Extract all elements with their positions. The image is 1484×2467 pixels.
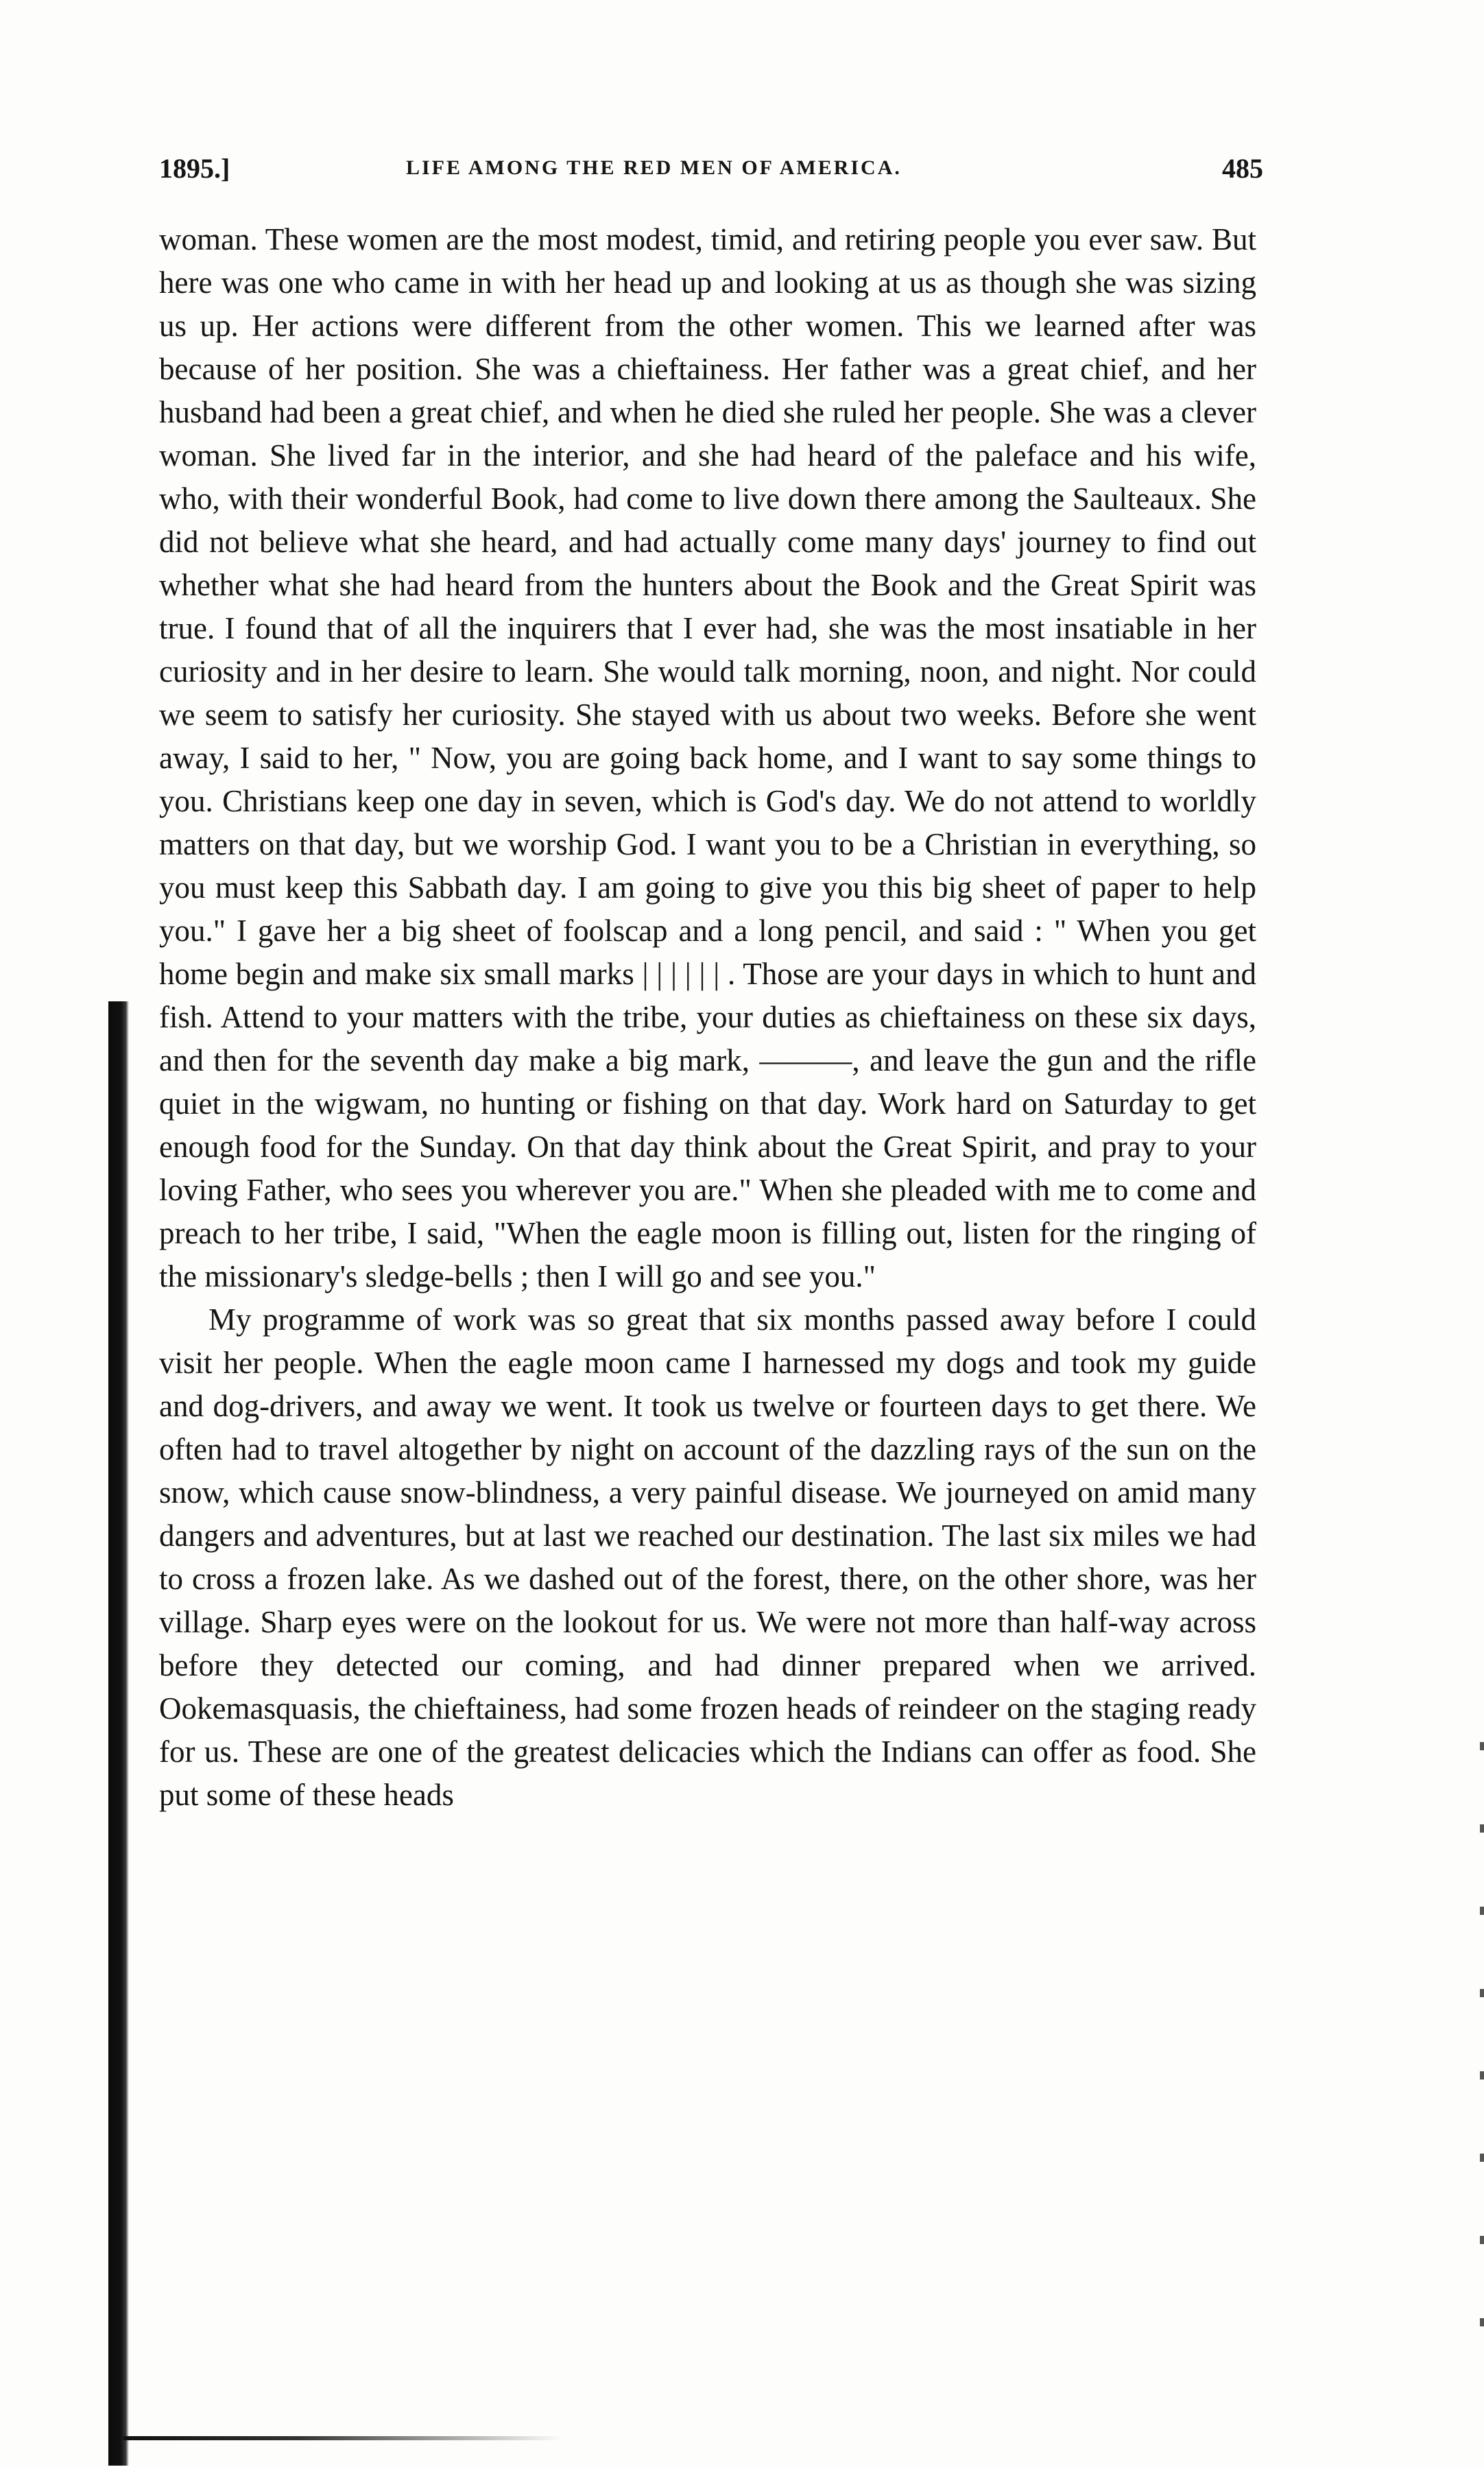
scan-artifact-right — [1480, 1742, 1484, 2359]
body-text — [159, 218, 1256, 1817]
page-number: 485 — [1222, 153, 1263, 184]
scan-artifact — [123, 2436, 562, 2440]
running-head — [159, 152, 1263, 193]
binding-shadow — [108, 1001, 129, 2466]
header-year: 1895.] — [159, 153, 230, 184]
header-title: LIFE AMONG THE RED MEN OF AMERICA. — [406, 156, 902, 179]
paragraph-2: My programme of work was so great that six months passed away before I could visit her people. When the eagle moon came I harnessed my dogs and took my guide and dog-drivers, and away we went. It took us twelve or fourteen days to get there. We often had to travel altogether by night on account of the dazzling rays of the sun on the snow, which cause snow-blindness, a very painful disease. We journeyed on amid many dangers and adventures, but at last we reached our destination. The last six miles we had to cross a frozen lake. As we dashed out of the forest, there, on the other shore, was her village. Sharp eyes were on the lookout for us. We were not more than half-way across before they detected our coming, and had dinner prepared when we arrived. Ookemasquasis, the chieftainess, had some frozen heads of reindeer on the staging ready for us. These are one of the greatest delicacies which the Indians can offer as food. She put some of these heads — [159, 1302, 1256, 1812]
paragraph-1: woman. These women are the most modest, timid, and retiring people you ever saw. But here was one who came in with her head up and looking at us as though she was sizing us up. Her actions were different from the other women. This we learned after was because of her position. She was a chieftainess. Her father was a great chief, and her husband had been a great chief, and when he died she ruled her people. She was a clever woman. She lived far in the interior, and she had heard of the paleface and his wife, who, with their wonderful Book, had come to live down there among the Saulteaux. She did not believe what she heard, and had actually come many days' journey to find out whether what she had heard from the hunters about the Book and the Great Spirit was true. I found that of all the inquirers that I ever had, she was the most insatiable in her curiosity and in her desire to learn. She would talk morning, noon, and night. Nor could we seem to satisfy her curiosity. She stayed with us about two weeks. Before she went away, I said to her, " Now, you are going back home, and I want to say some things to you. Christians keep one day in seven, which is God's day. We do not attend to worldly matters on that day, but we worship God. I want you to be a Christian in everything, so you must keep this Sabbath day. I am going to give you this big sheet of paper to help you." I gave her a big sheet of foolscap and a long pencil, and said : " When you get home begin and make six small marks | | | | | | . Those are your days in which to hunt and fish. Attend to your matters with the tribe, your duties as chieftainess on these six days, and then for the seventh day make a big mark, ———, and leave the gun and the rifle quiet in the wigwam, no hunting or fishing on that day. Work hard on Saturday to get enough food for the Sunday. On that day think about the Great Spirit, and pray to your loving Father, who sees you wherever you are." When she pleaded with me to come and preach to her tribe, I said, "When the eagle moon is filling out, listen for the ringing of the missionary's sledge-bells ; then I will go and see you." — [159, 222, 1256, 1294]
